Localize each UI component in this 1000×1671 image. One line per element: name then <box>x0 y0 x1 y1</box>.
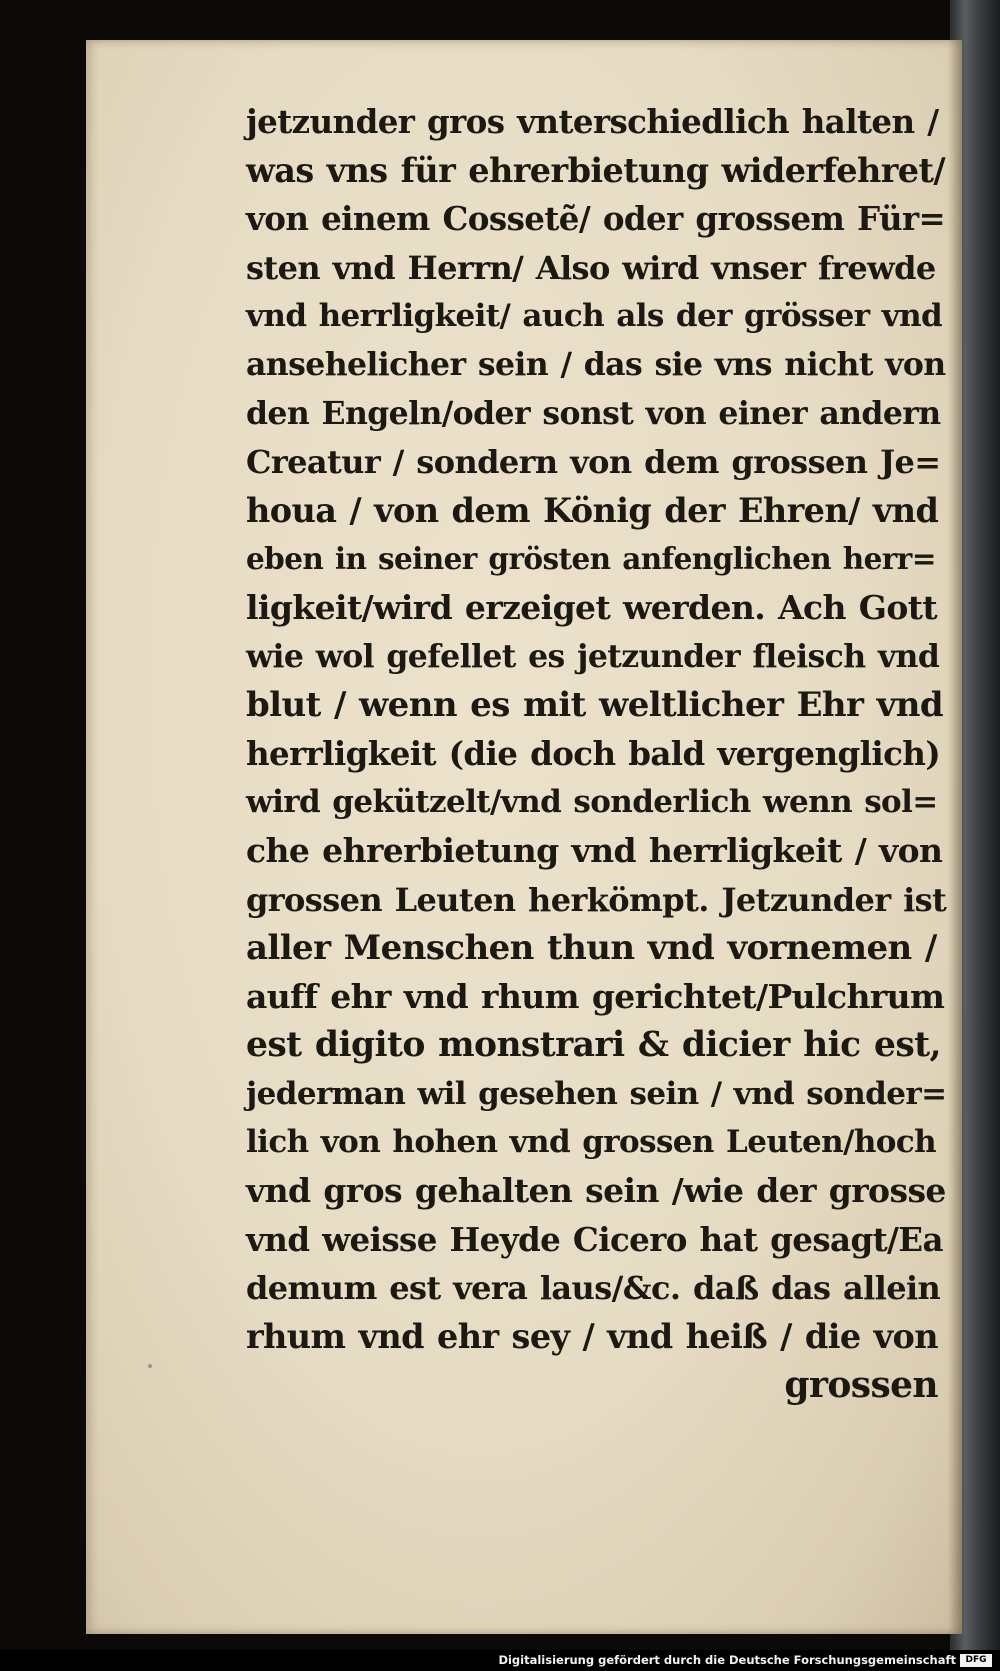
dfg-logo-icon: DFG <box>960 1654 992 1667</box>
text-line: auff ehr vnd rhum gerichtet/Pulchrum <box>246 976 945 1016</box>
text-line: eben in seiner grösten anfenglichen herr= <box>246 541 936 577</box>
text-line: grossen Leuten herkömpt. Jetzunder ist <box>246 880 947 919</box>
text-line: aller Menschen thun vnd vornemen / <box>246 928 937 969</box>
text-line: herrligkeit (die doch bald vergenglich) <box>246 733 941 773</box>
text-line: blut / wenn es mit weltlicher Ehr vnd <box>246 685 944 726</box>
text-line: von einem Cossetẽ/ oder grossem Für= <box>246 199 946 239</box>
text-line: rhum vnd ehr sey / vnd heiß / die von <box>246 1316 938 1356</box>
text-line: vnd gros gehalten sein /wie der grosse <box>246 1171 946 1211</box>
page-gutter-shadow <box>948 40 962 1634</box>
text-line: wird gekützelt/vnd sonderlich wenn sol= <box>246 784 938 821</box>
text-line: wie wol gefellet es jetzunder fleisch vnd <box>246 637 940 675</box>
text-line: houa / von dem König der Ehren/ vnd <box>246 490 939 530</box>
text-line: demum est vera laus/&c. daß das allein <box>246 1269 941 1308</box>
footer-bar <box>0 1650 1000 1671</box>
text-line: was vns für ehrerbietung widerfehret/ <box>246 150 946 190</box>
text-line: est digito monstrari & dicier hic est, <box>246 1025 941 1066</box>
paper-speck <box>148 1364 152 1368</box>
text-line: che ehrerbietung vnd herrligkeit / von <box>246 830 943 870</box>
text-line: lich von hohen vnd grossen Leuten/hoch <box>246 1124 937 1161</box>
text-line: jederman wil gesehen sein / vnd sonder= <box>246 1075 947 1112</box>
catchword: grossen <box>784 1364 938 1407</box>
text-line: sten vnd Herrn/ Also wird vnser frewde <box>246 248 936 287</box>
book-page <box>86 40 962 1634</box>
funding-credit: Digitalisierung gefördert durch die Deutsche Forschungsgemeinschaft <box>498 1653 956 1667</box>
text-line: ligkeit/wird erzeiget werden. Ach Gott <box>246 587 938 627</box>
page-text <box>246 98 946 1410</box>
text-line: jetzunder gros vnterschiedlich halten / <box>246 102 939 141</box>
text-line: Creatur / sondern von dem grossen Je= <box>246 443 941 482</box>
text-line: vnd weisse Heyde Cicero hat gesagt/Ea <box>246 1219 943 1259</box>
text-line: den Engeln/oder sonst von einer andern <box>246 394 941 432</box>
text-line: vnd herrligkeit/ auch als der grösser vnd <box>246 298 943 335</box>
text-line: ansehelicher sein / das sie vns nicht von <box>246 345 946 383</box>
